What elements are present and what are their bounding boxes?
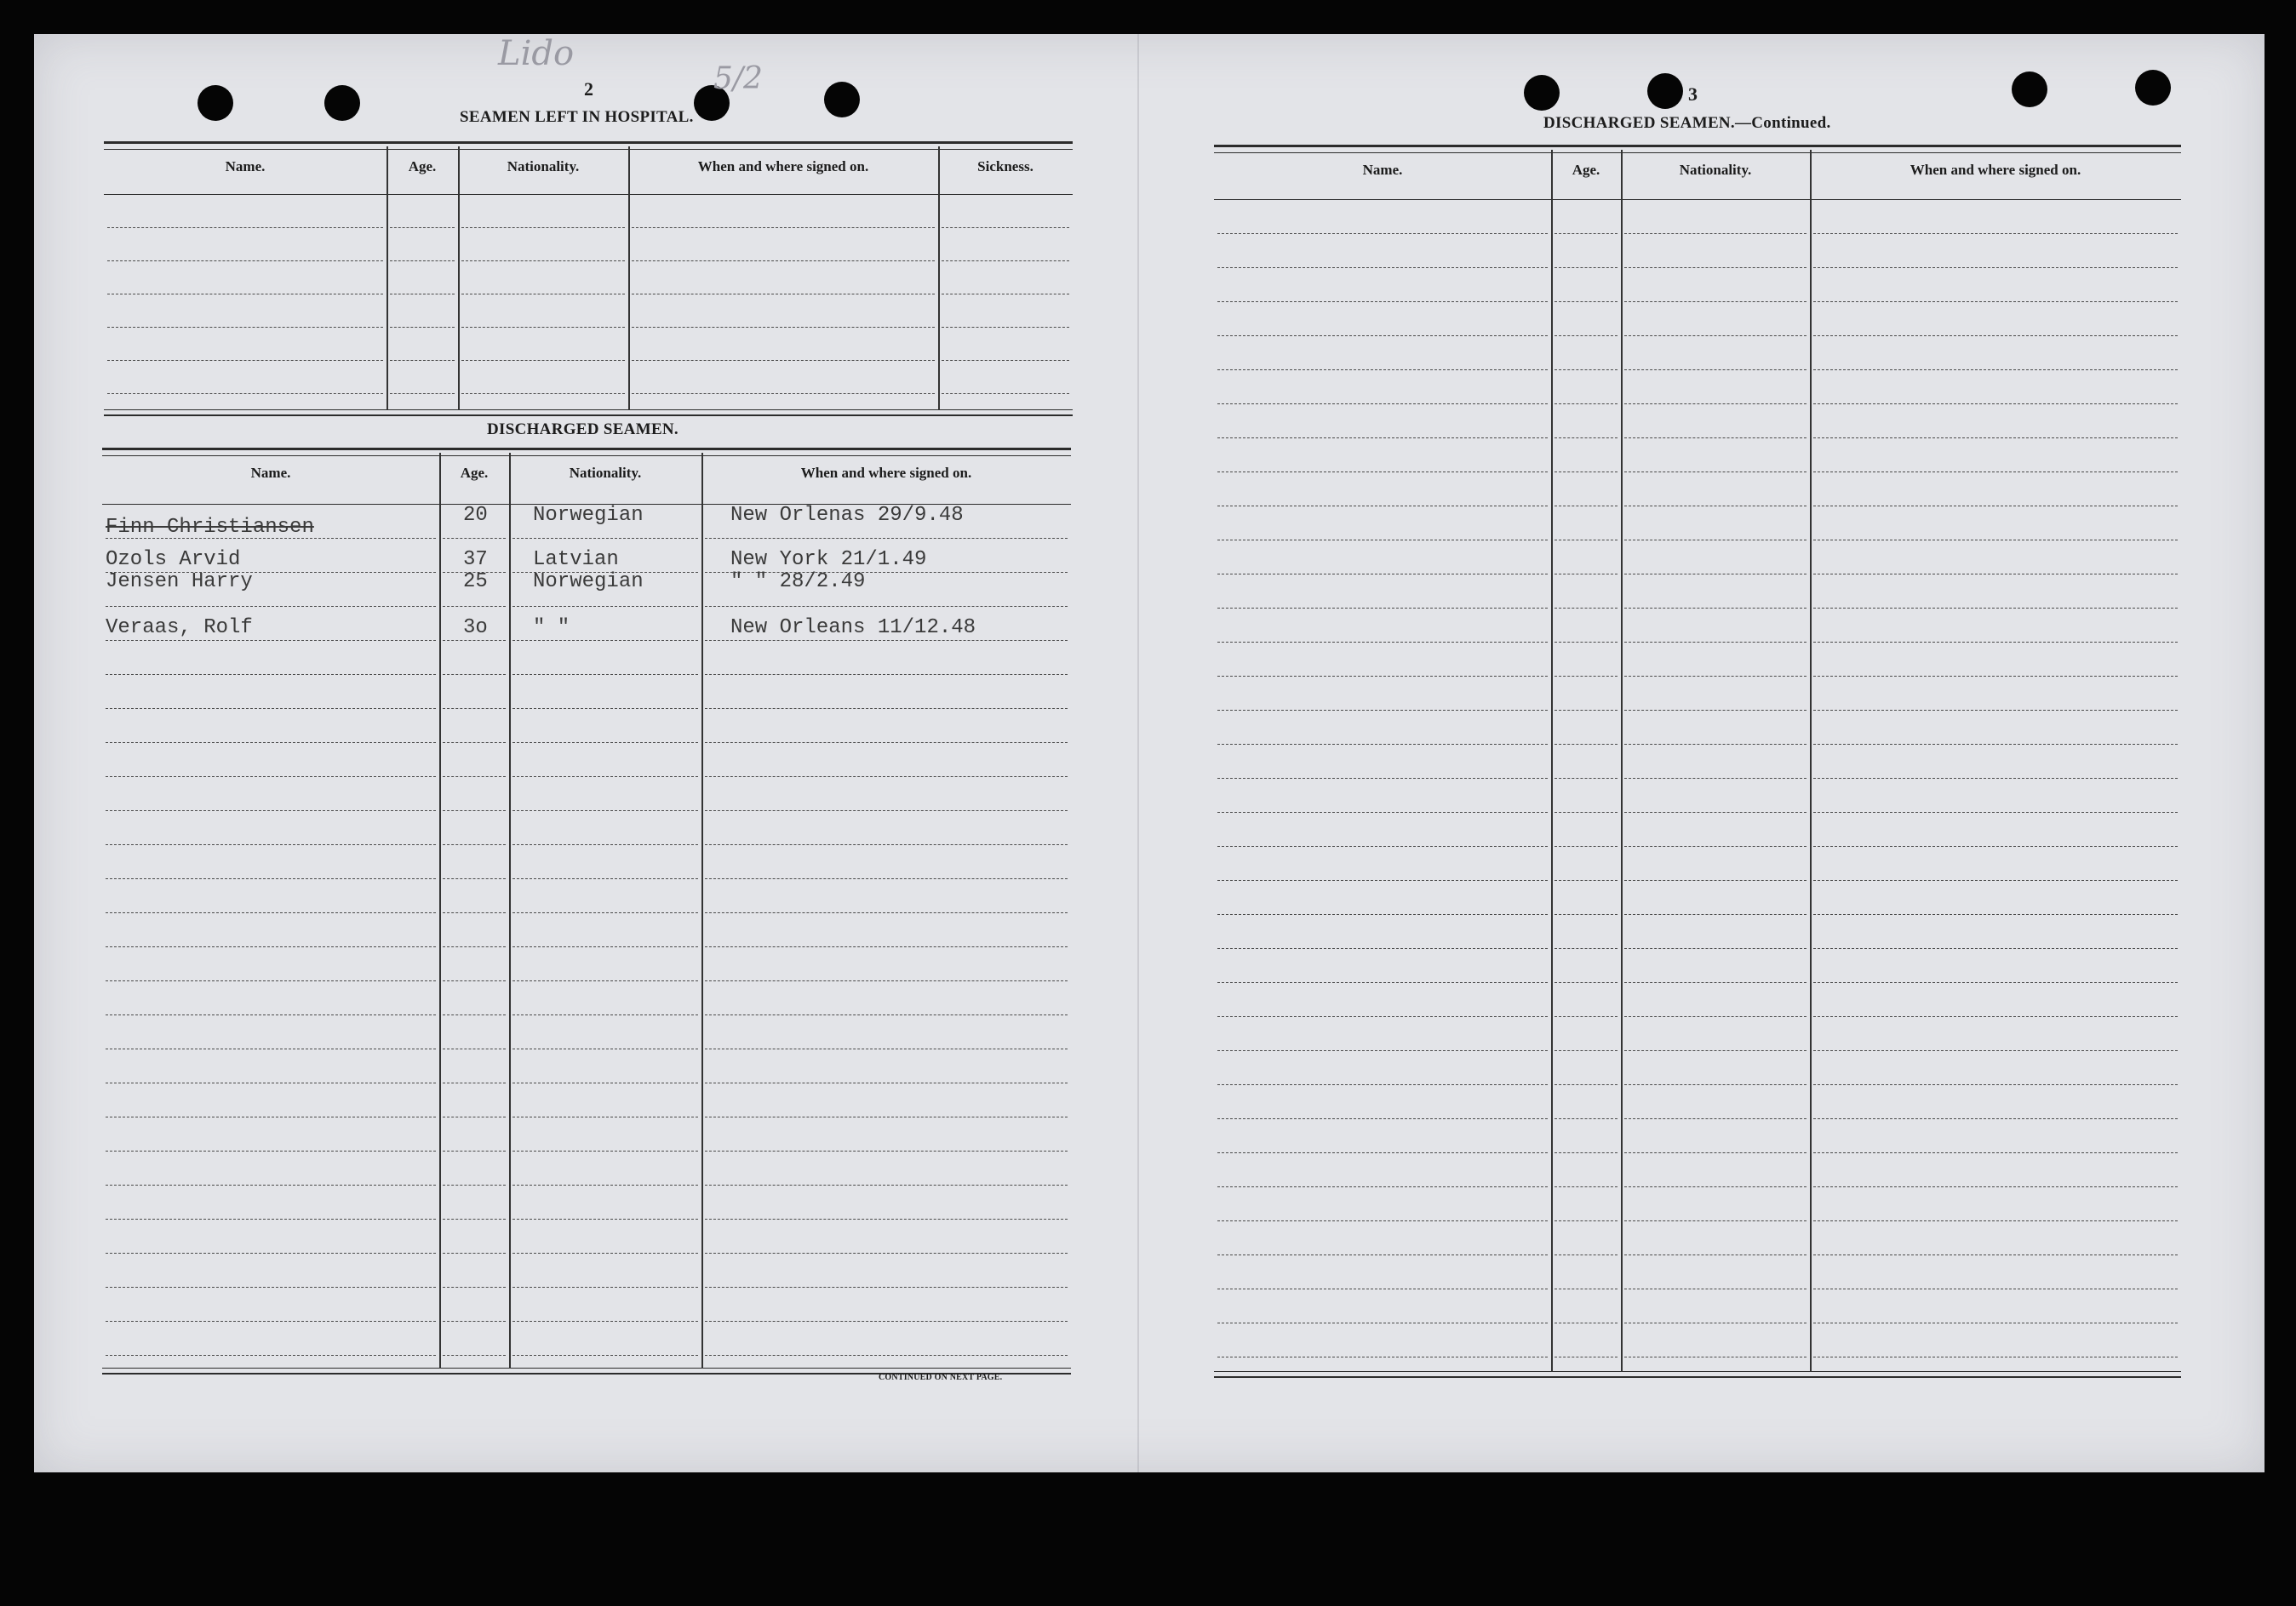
cell-name: Jensen Harry bbox=[106, 570, 253, 593]
page-number-right: 3 bbox=[1688, 83, 1698, 105]
ruled-line bbox=[1555, 403, 1618, 404]
ruled-line bbox=[512, 980, 698, 981]
ruled-line bbox=[461, 327, 625, 328]
punch-hole bbox=[824, 82, 860, 117]
ruled-line bbox=[632, 360, 935, 361]
ruled-line bbox=[942, 360, 1069, 361]
ruled-line bbox=[1217, 744, 1548, 745]
column-divider bbox=[439, 453, 441, 1369]
ruled-line bbox=[512, 538, 698, 539]
ruled-line bbox=[705, 878, 1068, 879]
ruled-line bbox=[1624, 744, 1806, 745]
column-header: Name. bbox=[1362, 162, 1403, 178]
ruled-line bbox=[1813, 1016, 2178, 1017]
ruled-line bbox=[1555, 1186, 1618, 1187]
ruled-line bbox=[512, 674, 698, 675]
ruled-line bbox=[106, 946, 436, 947]
ruled-line bbox=[106, 980, 436, 981]
cell-age: 25 bbox=[463, 570, 488, 593]
ruled-line bbox=[1217, 267, 1548, 268]
ruled-line bbox=[106, 844, 436, 845]
cell-age: 37 bbox=[463, 548, 488, 571]
ruled-line bbox=[1217, 1152, 1548, 1153]
ruled-line bbox=[705, 1014, 1068, 1015]
ruled-line bbox=[443, 538, 506, 539]
ruled-line bbox=[1624, 642, 1806, 643]
ruled-line bbox=[1624, 1016, 1806, 1017]
ruled-line bbox=[1217, 1050, 1548, 1051]
ruled-line bbox=[705, 1321, 1068, 1322]
ruled-line bbox=[1813, 846, 2178, 847]
table-top-rule bbox=[1214, 145, 2181, 153]
ruled-line bbox=[107, 360, 383, 361]
ruled-line bbox=[512, 946, 698, 947]
ruled-line bbox=[107, 227, 383, 228]
ruled-line bbox=[942, 260, 1069, 261]
ruled-line bbox=[1217, 880, 1548, 881]
column-divider bbox=[1551, 150, 1553, 1372]
handwritten-ship-name: Lido bbox=[498, 34, 575, 73]
ruled-line bbox=[1217, 301, 1548, 302]
ruled-line bbox=[1217, 982, 1548, 983]
ruled-line bbox=[1555, 1050, 1618, 1051]
ruled-line bbox=[1555, 1016, 1618, 1017]
ruled-line bbox=[1813, 642, 2178, 643]
continued-note: CONTINUED ON NEXT PAGE. bbox=[879, 1373, 1003, 1382]
ruled-line bbox=[1813, 778, 2178, 779]
ruled-line bbox=[1813, 676, 2178, 677]
ruled-line bbox=[705, 810, 1068, 811]
ruled-line bbox=[1217, 233, 1548, 234]
ruled-line bbox=[1555, 846, 1618, 847]
ruled-line bbox=[390, 393, 455, 394]
column-divider bbox=[701, 453, 703, 1369]
ruled-line bbox=[1555, 948, 1618, 949]
cell-name: Veraas, Rolf bbox=[106, 616, 253, 639]
ruled-line bbox=[1217, 812, 1548, 813]
ruled-line bbox=[1217, 676, 1548, 677]
continued-section-title: DISCHARGED SEAMEN.—Continued. bbox=[1543, 114, 1831, 132]
ruled-line bbox=[1555, 744, 1618, 745]
column-header: Name. bbox=[250, 465, 291, 481]
ruled-line bbox=[705, 1185, 1068, 1186]
ruled-line bbox=[512, 878, 698, 879]
ruled-line bbox=[107, 260, 383, 261]
ruled-line bbox=[1555, 778, 1618, 779]
ruled-line bbox=[443, 912, 506, 913]
ruled-line bbox=[1217, 608, 1548, 609]
ruled-line bbox=[632, 327, 935, 328]
cell-nationality: Latvian bbox=[533, 548, 619, 571]
ruled-line bbox=[705, 1253, 1068, 1254]
column-divider bbox=[628, 146, 630, 410]
cell-name: Finn Christiansen bbox=[106, 516, 314, 539]
column-header: Name. bbox=[225, 158, 266, 174]
ruled-line bbox=[1555, 1084, 1618, 1085]
table-bottom-rule bbox=[1214, 1371, 2181, 1378]
ruled-line bbox=[705, 1151, 1068, 1152]
ruled-line bbox=[1624, 1118, 1806, 1119]
punch-hole bbox=[1647, 73, 1683, 109]
ruled-line bbox=[1624, 710, 1806, 711]
column-header: Nationality. bbox=[569, 465, 642, 481]
handwritten-mark: 5/2 bbox=[713, 61, 763, 96]
ruled-line bbox=[942, 227, 1069, 228]
ruled-line bbox=[1555, 301, 1618, 302]
ruled-line bbox=[512, 1321, 698, 1322]
ruled-line bbox=[512, 708, 698, 709]
cell-name: Ozols Arvid bbox=[106, 548, 241, 571]
ruled-line bbox=[461, 360, 625, 361]
ruled-line bbox=[1813, 1186, 2178, 1187]
ruled-line bbox=[512, 742, 698, 743]
ruled-line bbox=[106, 1219, 436, 1220]
ruled-line bbox=[1813, 1050, 2178, 1051]
discharged-continued-table bbox=[1214, 145, 2181, 1375]
ruled-line bbox=[106, 1355, 436, 1356]
ruled-line bbox=[106, 912, 436, 913]
ruled-line bbox=[705, 776, 1068, 777]
ruled-line bbox=[106, 1321, 436, 1322]
ruled-line bbox=[390, 227, 455, 228]
ruled-line bbox=[1624, 335, 1806, 336]
ruled-line bbox=[1813, 914, 2178, 915]
header-rule bbox=[1214, 199, 2181, 200]
ruled-line bbox=[1555, 1220, 1618, 1221]
ruled-line bbox=[1624, 914, 1806, 915]
ruled-line bbox=[1217, 914, 1548, 915]
ruled-line bbox=[1813, 301, 2178, 302]
column-divider bbox=[458, 146, 460, 410]
ruled-line bbox=[1217, 1016, 1548, 1017]
ruled-line bbox=[512, 606, 698, 607]
ruled-line bbox=[106, 674, 436, 675]
cell-nationality: Norwegian bbox=[533, 570, 644, 593]
ruled-line bbox=[1624, 267, 1806, 268]
ruled-line bbox=[632, 260, 935, 261]
ruled-line bbox=[632, 227, 935, 228]
ruled-line bbox=[461, 227, 625, 228]
ruled-line bbox=[443, 606, 506, 607]
ruled-line bbox=[1813, 335, 2178, 336]
ruled-line bbox=[390, 360, 455, 361]
ruled-line bbox=[1813, 403, 2178, 404]
cell-signed-on: New Orleans 11/12.48 bbox=[730, 616, 976, 639]
ruled-line bbox=[106, 1151, 436, 1152]
cell-age: 3o bbox=[463, 616, 488, 639]
ruled-line bbox=[106, 606, 436, 607]
ruled-line bbox=[1813, 812, 2178, 813]
ruled-line bbox=[512, 1253, 698, 1254]
ruled-line bbox=[1555, 233, 1618, 234]
page-number-left: 2 bbox=[584, 78, 593, 100]
ruled-line bbox=[512, 912, 698, 913]
table-top-rule bbox=[102, 448, 1071, 456]
ruled-line bbox=[1624, 676, 1806, 677]
ruled-line bbox=[705, 708, 1068, 709]
ruled-line bbox=[1555, 335, 1618, 336]
ruled-line bbox=[512, 1151, 698, 1152]
ruled-line bbox=[512, 1219, 698, 1220]
column-divider bbox=[938, 146, 940, 410]
ruled-line bbox=[1217, 1118, 1548, 1119]
ruled-line bbox=[443, 1253, 506, 1254]
ruled-line bbox=[1555, 1152, 1618, 1153]
ruled-line bbox=[1217, 1220, 1548, 1221]
discharged-section-title: DISCHARGED SEAMEN. bbox=[487, 420, 678, 438]
ruled-line bbox=[1217, 335, 1548, 336]
ruled-line bbox=[1624, 369, 1806, 370]
column-header: Sickness. bbox=[977, 158, 1033, 174]
discharged-table bbox=[102, 448, 1071, 1372]
ruled-line bbox=[106, 640, 436, 641]
ruled-line bbox=[1555, 812, 1618, 813]
ruled-line bbox=[1555, 914, 1618, 915]
ruled-line bbox=[512, 1014, 698, 1015]
punch-hole bbox=[198, 85, 233, 121]
header-rule bbox=[104, 194, 1073, 195]
ruled-line bbox=[443, 1321, 506, 1322]
ruled-line bbox=[1624, 982, 1806, 983]
ruled-line bbox=[1624, 1050, 1806, 1051]
punch-hole bbox=[2012, 71, 2047, 107]
ruled-line bbox=[443, 776, 506, 777]
ruled-line bbox=[512, 1355, 698, 1356]
ruled-line bbox=[512, 1287, 698, 1288]
ruled-line bbox=[1555, 642, 1618, 643]
punch-hole bbox=[324, 85, 360, 121]
column-header: When and where signed on. bbox=[697, 158, 869, 174]
ruled-line bbox=[1217, 369, 1548, 370]
ruled-line bbox=[705, 674, 1068, 675]
ruled-line bbox=[705, 1219, 1068, 1220]
ruled-line bbox=[443, 946, 506, 947]
cell-signed-on: New York 21/1.49 bbox=[730, 548, 927, 571]
ruled-line bbox=[705, 1355, 1068, 1356]
column-header: When and where signed on. bbox=[1910, 162, 2081, 178]
ruled-line bbox=[512, 810, 698, 811]
ruled-line bbox=[1813, 1220, 2178, 1221]
ruled-line bbox=[942, 327, 1069, 328]
ruled-line bbox=[705, 912, 1068, 913]
ruled-line bbox=[1624, 437, 1806, 438]
ruled-line bbox=[1813, 982, 2178, 983]
ruled-line bbox=[705, 980, 1068, 981]
column-header: When and where signed on. bbox=[800, 465, 972, 481]
ruled-line bbox=[1624, 778, 1806, 779]
ruled-line bbox=[1217, 846, 1548, 847]
ruled-line bbox=[443, 1287, 506, 1288]
ruled-line bbox=[705, 844, 1068, 845]
ruled-line bbox=[1624, 846, 1806, 847]
ruled-line bbox=[107, 393, 383, 394]
column-header: Nationality. bbox=[1679, 162, 1752, 178]
ruled-line bbox=[705, 606, 1068, 607]
cell-signed-on: " " 28/2.49 bbox=[730, 570, 866, 593]
ruled-line bbox=[106, 708, 436, 709]
table-bottom-rule bbox=[104, 409, 1073, 416]
ruled-line bbox=[1813, 744, 2178, 745]
book-spine bbox=[1137, 34, 1139, 1472]
ruled-line bbox=[106, 1253, 436, 1254]
ruled-line bbox=[1813, 1152, 2178, 1153]
punch-hole bbox=[2135, 70, 2171, 106]
ruled-line bbox=[1624, 880, 1806, 881]
ruled-line bbox=[1217, 1186, 1548, 1187]
ruled-line bbox=[1624, 233, 1806, 234]
ruled-line bbox=[1813, 608, 2178, 609]
ruled-line bbox=[1624, 1084, 1806, 1085]
ruled-line bbox=[1624, 403, 1806, 404]
ruled-line bbox=[512, 844, 698, 845]
ruled-line bbox=[390, 327, 455, 328]
ruled-line bbox=[443, 742, 506, 743]
ruled-line bbox=[705, 1287, 1068, 1288]
ruled-line bbox=[1624, 301, 1806, 302]
ruled-line bbox=[1217, 403, 1548, 404]
ruled-line bbox=[1624, 812, 1806, 813]
ruled-line bbox=[1555, 676, 1618, 677]
ruled-line bbox=[1555, 710, 1618, 711]
ruled-line bbox=[461, 260, 625, 261]
cell-signed-on: New Orlenas 29/9.48 bbox=[730, 504, 964, 527]
ruled-line bbox=[1555, 369, 1618, 370]
ruled-line bbox=[1217, 778, 1548, 779]
column-divider bbox=[1621, 150, 1623, 1372]
ruled-line bbox=[106, 878, 436, 879]
ruled-line bbox=[942, 393, 1069, 394]
ruled-line bbox=[1217, 437, 1548, 438]
ruled-line bbox=[443, 878, 506, 879]
hospital-table bbox=[104, 141, 1073, 414]
cell-age: 20 bbox=[463, 504, 488, 527]
ruled-line bbox=[705, 640, 1068, 641]
ruled-line bbox=[1217, 1084, 1548, 1085]
column-divider bbox=[1810, 150, 1812, 1372]
ruled-line bbox=[106, 1014, 436, 1015]
ruled-line bbox=[461, 393, 625, 394]
ruled-line bbox=[1624, 948, 1806, 949]
column-header: Nationality. bbox=[507, 158, 580, 174]
ruled-line bbox=[1217, 710, 1548, 711]
ruled-line bbox=[1813, 880, 2178, 881]
ruled-line bbox=[1217, 948, 1548, 949]
ruled-line bbox=[443, 674, 506, 675]
cell-nationality: " " bbox=[533, 616, 570, 639]
ruled-line bbox=[1624, 1152, 1806, 1153]
ruled-line bbox=[106, 776, 436, 777]
ruled-line bbox=[705, 538, 1068, 539]
ruled-line bbox=[512, 640, 698, 641]
column-divider bbox=[509, 453, 511, 1369]
ruled-line bbox=[1555, 437, 1618, 438]
ruled-line bbox=[512, 1185, 698, 1186]
ruled-line bbox=[1813, 369, 2178, 370]
column-divider bbox=[386, 146, 388, 410]
column-header: Age. bbox=[1572, 162, 1600, 178]
ruled-line bbox=[106, 810, 436, 811]
column-header: Age. bbox=[460, 465, 489, 481]
hospital-section-title: SEAMEN LEFT IN HOSPITAL. bbox=[460, 108, 694, 126]
ruled-line bbox=[443, 708, 506, 709]
ruled-line bbox=[443, 980, 506, 981]
ruled-line bbox=[443, 1151, 506, 1152]
ruled-line bbox=[1555, 1118, 1618, 1119]
ruled-line bbox=[1624, 1186, 1806, 1187]
table-top-rule bbox=[104, 141, 1073, 150]
ruled-line bbox=[390, 260, 455, 261]
ruled-line bbox=[1813, 437, 2178, 438]
ruled-line bbox=[1813, 1118, 2178, 1119]
ruled-line bbox=[1217, 642, 1548, 643]
ruled-line bbox=[1813, 710, 2178, 711]
ruled-line bbox=[443, 810, 506, 811]
ruled-line bbox=[443, 1219, 506, 1220]
ruled-line bbox=[1813, 948, 2178, 949]
ruled-line bbox=[1555, 267, 1618, 268]
ruled-line bbox=[443, 844, 506, 845]
ruled-line bbox=[106, 1185, 436, 1186]
punch-hole bbox=[1524, 75, 1560, 111]
ruled-line bbox=[1555, 982, 1618, 983]
ruled-line bbox=[443, 640, 506, 641]
ruled-line bbox=[106, 742, 436, 743]
ruled-line bbox=[1555, 608, 1618, 609]
ruled-line bbox=[1813, 1084, 2178, 1085]
ruled-line bbox=[512, 776, 698, 777]
ruled-line bbox=[1624, 1220, 1806, 1221]
ruled-line bbox=[632, 393, 935, 394]
ruled-line bbox=[443, 1014, 506, 1015]
ruled-line bbox=[1624, 608, 1806, 609]
ruled-line bbox=[1813, 233, 2178, 234]
ruled-line bbox=[443, 1185, 506, 1186]
column-header: Age. bbox=[408, 158, 437, 174]
ruled-line bbox=[107, 327, 383, 328]
ruled-line bbox=[705, 946, 1068, 947]
ruled-line bbox=[705, 742, 1068, 743]
ruled-line bbox=[443, 1355, 506, 1356]
ruled-line bbox=[1555, 880, 1618, 881]
ruled-line bbox=[1813, 267, 2178, 268]
cell-nationality: Norwegian bbox=[533, 504, 644, 527]
ruled-line bbox=[106, 1287, 436, 1288]
